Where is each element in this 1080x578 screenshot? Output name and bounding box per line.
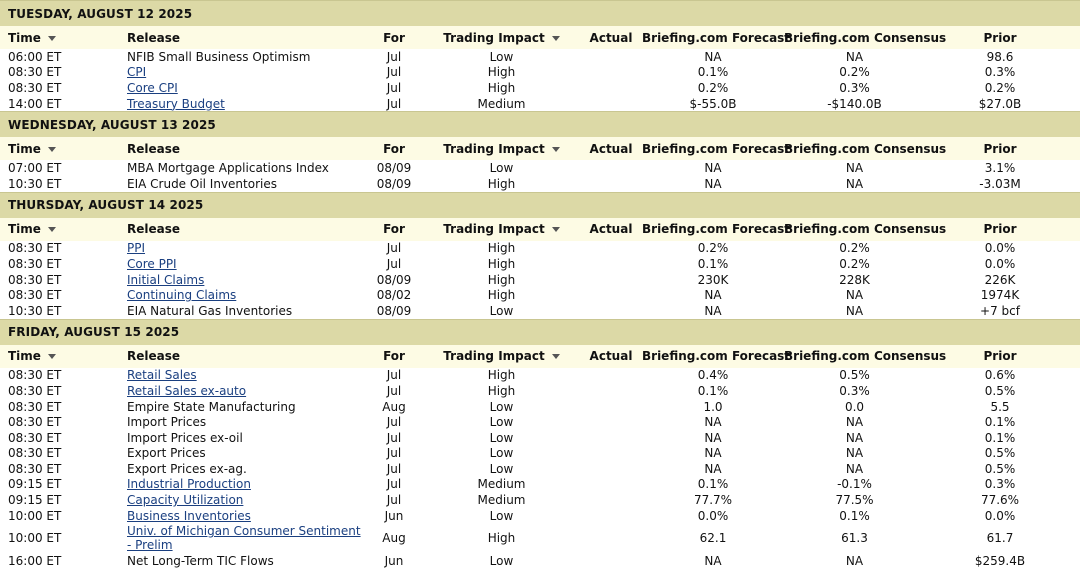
release-column-header: Release [127, 141, 181, 156]
prior-column-header: Prior [983, 141, 1017, 156]
release-name-text: Import Prices [127, 415, 207, 430]
forecast-value: NA [704, 288, 722, 303]
release-name [127, 431, 365, 445]
release-link[interactable]: Capacity Utilization [127, 493, 244, 508]
for-column-header: For [383, 222, 405, 237]
release-period: Jul [386, 430, 402, 445]
consensus-column-header: Briefing.com Consensus [784, 30, 947, 45]
consensus-value: 0.2% [839, 256, 870, 271]
actual-column-header: Actual [589, 222, 633, 237]
prior-value: 0.3% [984, 65, 1016, 80]
prior-value: 0.6% [984, 368, 1016, 383]
release-period: Jul [386, 461, 402, 476]
release-period: Jul [386, 241, 402, 256]
release-period: Jul [386, 415, 402, 430]
trading-impact: Low [489, 303, 514, 318]
day-section [0, 192, 1080, 319]
release-link[interactable]: Retail Sales ex-auto [127, 383, 247, 398]
table-row [0, 383, 1080, 399]
release-name [127, 554, 365, 568]
consensus-value: 0.2% [839, 65, 870, 80]
forecast-value: NA [704, 554, 722, 569]
release-name [127, 65, 365, 79]
forecast-value: 0.4% [697, 368, 729, 383]
release-period: Jul [386, 96, 402, 111]
trading-impact: High [487, 288, 516, 303]
trading-impact: Medium [477, 96, 526, 111]
release-column-header: Release [127, 349, 181, 364]
forecast-column-header: Briefing.com Forecast [642, 222, 791, 237]
consensus-column-header: Briefing.com Consensus [784, 222, 947, 237]
release-period: Jul [386, 446, 402, 461]
release-period: Jun [384, 554, 404, 569]
release-name-text: Empire State Manufacturing [127, 399, 296, 414]
prior-value: 1974K [980, 288, 1020, 303]
forecast-value: 62.1 [699, 531, 727, 546]
release-name-text: EIA Crude Oil Inventories [127, 176, 277, 191]
consensus-value: 0.0 [844, 399, 865, 414]
consensus-value: NA [845, 288, 864, 303]
time-column-header[interactable]: Time [0, 222, 127, 236]
table-row [0, 96, 1080, 112]
table-row [0, 368, 1080, 384]
trading-impact: Low [489, 399, 514, 414]
release-time: 08:30 ET [8, 80, 62, 95]
release-name [127, 509, 365, 523]
actual-column-header: Actual [589, 349, 633, 364]
trading-impact: Low [489, 461, 514, 476]
sort-down-icon[interactable] [48, 354, 56, 359]
forecast-value: NA [704, 446, 722, 461]
release-name-text: NFIB Small Business Optimism [127, 49, 311, 64]
release-period: 08/09 [376, 161, 412, 176]
impact-column-header[interactable]: Trading Impact [423, 142, 580, 156]
filter-dropdown-icon[interactable] [552, 354, 560, 359]
impact-column-header[interactable]: Trading Impact [423, 349, 580, 363]
release-name [127, 257, 365, 271]
impact-column-header[interactable]: Trading Impact [423, 31, 580, 45]
consensus-value: -0.1% [837, 477, 872, 492]
release-rows [0, 241, 1080, 319]
release-name [127, 400, 365, 414]
release-name [127, 288, 365, 302]
table-row [0, 523, 1080, 553]
forecast-value: NA [704, 415, 722, 430]
release-rows [0, 368, 1080, 570]
day-label: FRIDAY, AUGUST 15 2025 [8, 325, 180, 340]
release-period: 08/09 [376, 272, 412, 287]
release-link[interactable]: Treasury Budget [127, 96, 225, 111]
release-time: 08:30 ET [8, 288, 62, 303]
forecast-column-header: Briefing.com Forecast [642, 30, 791, 45]
prior-column-header: Prior [983, 30, 1017, 45]
release-period: Jul [386, 256, 402, 271]
prior-value: +7 bcf [980, 303, 1020, 318]
prior-value: 0.0% [984, 256, 1016, 271]
release-period: Jul [386, 493, 402, 508]
table-row [0, 492, 1080, 508]
column-header-row [0, 26, 1080, 49]
trading-impact: Low [489, 446, 514, 461]
release-name [127, 97, 365, 111]
release-rows [0, 160, 1080, 191]
release-link[interactable]: CPI [127, 65, 147, 80]
forecast-value: 0.1% [697, 383, 729, 398]
table-row [0, 49, 1080, 65]
prior-value: 0.3% [984, 477, 1016, 492]
release-time: 08:30 ET [8, 430, 62, 445]
table-row [0, 477, 1080, 493]
release-name-text: Net Long-Term TIC Flows [127, 554, 274, 569]
prior-value: 5.5 [990, 399, 1010, 414]
consensus-value: NA [845, 554, 864, 569]
time-column-header[interactable]: Time [0, 31, 127, 45]
release-link[interactable]: Continuing Claims [127, 288, 237, 303]
for-column-header: For [383, 141, 405, 156]
prior-value: 0.5% [984, 461, 1016, 476]
trading-impact: Low [489, 508, 514, 523]
trading-impact: Medium [477, 493, 526, 508]
table-row [0, 446, 1080, 462]
release-link[interactable]: Core CPI [127, 80, 178, 95]
table-row [0, 80, 1080, 96]
consensus-value: 0.3% [839, 383, 870, 398]
column-header-row [0, 218, 1080, 241]
forecast-value: 0.0% [697, 508, 729, 523]
release-period: Jun [384, 508, 404, 523]
filter-dropdown-icon[interactable] [552, 36, 560, 41]
forecast-value: 230K [697, 272, 729, 287]
consensus-value: NA [845, 461, 864, 476]
consensus-value: NA [845, 161, 864, 176]
consensus-value: 0.1% [839, 508, 870, 523]
release-period: Aug [382, 399, 406, 414]
sort-down-icon[interactable] [48, 36, 56, 41]
release-time: 16:00 ET [8, 554, 62, 569]
release-time: 07:00 ET [8, 161, 62, 176]
prior-value: 0.1% [984, 415, 1016, 430]
prior-value: 77.6% [980, 493, 1020, 508]
trading-impact: High [487, 256, 516, 271]
release-period: 08/09 [376, 176, 412, 191]
prior-value: -3.03M [979, 176, 1021, 191]
release-name [127, 50, 365, 64]
trading-impact: Low [489, 49, 514, 64]
forecast-value: 0.2% [697, 80, 729, 95]
release-time: 10:30 ET [8, 303, 62, 318]
consensus-value: 0.5% [839, 368, 870, 383]
day-header [0, 111, 1080, 137]
column-header-row [0, 137, 1080, 160]
impact-column-header[interactable]: Trading Impact [423, 222, 580, 236]
release-time: 06:00 ET [8, 49, 62, 64]
day-section [0, 111, 1080, 191]
consensus-value: 228K [839, 272, 870, 287]
release-name-text: Export Prices ex-ag. [127, 461, 247, 476]
forecast-value: 0.1% [697, 477, 729, 492]
table-row [0, 272, 1080, 288]
trading-impact: Low [489, 554, 514, 569]
prior-value: 61.7 [986, 531, 1014, 546]
trading-impact: High [487, 272, 516, 287]
trading-impact: High [487, 383, 516, 398]
trading-impact: Low [489, 161, 514, 176]
release-link[interactable]: Retail Sales [127, 368, 197, 383]
sort-down-icon[interactable] [48, 147, 56, 152]
prior-value: 3.1% [984, 161, 1016, 176]
prior-value: 0.5% [984, 383, 1016, 398]
day-label: THURSDAY, AUGUST 14 2025 [8, 198, 204, 213]
table-row [0, 256, 1080, 272]
table-row [0, 430, 1080, 446]
release-time: 10:00 ET [8, 531, 62, 546]
day-label: WEDNESDAY, AUGUST 13 2025 [8, 117, 216, 132]
forecast-value: 0.1% [697, 65, 729, 80]
forecast-value: NA [704, 430, 722, 445]
release-time: 08:30 ET [8, 399, 62, 414]
release-column-header: Release [127, 222, 181, 237]
release-name [127, 273, 365, 287]
consensus-value: 77.5% [835, 493, 874, 508]
release-column-header: Release [127, 30, 181, 45]
release-period: Jul [386, 383, 402, 398]
trading-impact: High [487, 65, 516, 80]
time-column-header[interactable]: Time [0, 349, 127, 363]
release-link[interactable]: Core PPI [127, 256, 177, 271]
for-column-header: For [383, 30, 405, 45]
release-link[interactable]: Initial Claims [127, 272, 205, 287]
table-row [0, 176, 1080, 192]
release-name [127, 415, 365, 429]
prior-value: 98.6 [986, 49, 1014, 64]
forecast-value: NA [704, 461, 722, 476]
forecast-value: NA [704, 303, 722, 318]
release-time: 10:00 ET [8, 508, 62, 523]
release-name [127, 462, 365, 476]
release-name [127, 177, 365, 191]
release-period: Jul [386, 49, 402, 64]
release-name [127, 384, 365, 398]
prior-value: 0.2% [984, 80, 1016, 95]
release-name [127, 81, 365, 95]
release-period: Jul [386, 80, 402, 95]
release-name-text: EIA Natural Gas Inventories [127, 303, 293, 318]
consensus-value: 0.3% [839, 80, 870, 95]
release-link[interactable]: PPI [127, 241, 146, 256]
release-link[interactable]: Business Inventories [127, 508, 251, 523]
forecast-value: 77.7% [693, 493, 733, 508]
release-time: 08:30 ET [8, 415, 62, 430]
trading-impact: Low [489, 415, 514, 430]
prior-column-header: Prior [983, 222, 1017, 237]
table-row [0, 461, 1080, 477]
trading-impact: High [487, 80, 516, 95]
release-time: 08:30 ET [8, 383, 62, 398]
table-row [0, 160, 1080, 176]
sort-down-icon[interactable] [48, 227, 56, 232]
table-row [0, 287, 1080, 303]
consensus-value: NA [845, 49, 864, 64]
prior-value: 0.0% [984, 241, 1016, 256]
release-time: 08:30 ET [8, 241, 62, 256]
forecast-value: $-55.0B [689, 96, 737, 111]
release-time: 09:15 ET [8, 477, 62, 492]
release-name [127, 304, 365, 318]
day-header [0, 0, 1080, 26]
forecast-value: 1.0 [703, 399, 723, 414]
consensus-value: -$140.0B [827, 96, 882, 111]
table-row [0, 508, 1080, 524]
table-row [0, 303, 1080, 319]
consensus-value: 0.2% [839, 241, 870, 256]
release-period: Jul [386, 65, 402, 80]
prior-value: 0.0% [984, 508, 1016, 523]
prior-value: 0.5% [984, 446, 1016, 461]
release-period: Aug [382, 531, 406, 546]
release-name-text: Import Prices ex-oil [127, 430, 243, 445]
release-name [127, 161, 365, 175]
column-header-row [0, 345, 1080, 368]
actual-column-header: Actual [589, 30, 633, 45]
release-time: 10:30 ET [8, 176, 62, 191]
release-name [127, 368, 365, 382]
release-period: Jul [386, 477, 402, 492]
forecast-value: NA [704, 49, 722, 64]
forecast-value: NA [704, 161, 722, 176]
table-row [0, 65, 1080, 81]
release-time: 08:30 ET [8, 256, 62, 271]
consensus-value: NA [845, 303, 864, 318]
consensus-value: NA [845, 430, 864, 445]
release-link[interactable]: Industrial Production [127, 477, 251, 492]
forecast-value: 0.2% [697, 241, 729, 256]
release-time: 08:30 ET [8, 446, 62, 461]
day-header [0, 319, 1080, 345]
prior-value: $27.0B [978, 96, 1022, 111]
prior-value: 226K [984, 272, 1016, 287]
release-period: 08/02 [376, 288, 412, 303]
table-row [0, 241, 1080, 257]
consensus-value: NA [845, 176, 864, 191]
day-header [0, 192, 1080, 218]
release-name-text: Export Prices [127, 446, 206, 461]
release-period: 08/09 [376, 303, 412, 318]
day-section [0, 319, 1080, 570]
day-section [0, 0, 1080, 111]
forecast-value: NA [704, 176, 722, 191]
trading-impact: High [487, 368, 516, 383]
consensus-value: NA [845, 446, 864, 461]
release-period: Jul [386, 368, 402, 383]
forecast-column-header: Briefing.com Forecast [642, 349, 791, 364]
release-name [127, 493, 365, 507]
release-time: 08:30 ET [8, 461, 62, 476]
release-link[interactable]: Univ. of Michigan Consumer Sentiment - Prelim [127, 524, 361, 553]
release-name [127, 241, 365, 255]
filter-dropdown-icon[interactable] [552, 227, 560, 232]
release-name [127, 446, 365, 460]
release-time: 09:15 ET [8, 493, 62, 508]
trading-impact: High [487, 176, 516, 191]
prior-column-header: Prior [983, 349, 1017, 364]
consensus-value: NA [845, 415, 864, 430]
release-name [127, 477, 365, 491]
release-name-text: MBA Mortgage Applications Index [127, 161, 329, 176]
forecast-value: 0.1% [697, 256, 729, 271]
release-rows [0, 49, 1080, 111]
trading-impact: High [487, 241, 516, 256]
filter-dropdown-icon[interactable] [552, 147, 560, 152]
table-row [0, 414, 1080, 430]
for-column-header: For [383, 349, 405, 364]
prior-value: $259.4B [974, 554, 1026, 569]
trading-impact: Medium [477, 477, 526, 492]
day-label: TUESDAY, AUGUST 12 2025 [8, 6, 193, 21]
forecast-column-header: Briefing.com Forecast [642, 141, 791, 156]
release-time: 08:30 ET [8, 65, 62, 80]
release-time: 14:00 ET [8, 96, 62, 111]
trading-impact: Low [489, 430, 514, 445]
consensus-column-header: Briefing.com Consensus [784, 141, 947, 156]
release-time: 08:30 ET [8, 368, 62, 383]
consensus-value: 61.3 [841, 531, 868, 546]
trading-impact: High [487, 531, 516, 546]
table-row [0, 553, 1080, 569]
consensus-column-header: Briefing.com Consensus [784, 349, 947, 364]
actual-column-header: Actual [589, 141, 633, 156]
prior-value: 0.1% [984, 430, 1016, 445]
release-name [127, 524, 365, 552]
time-column-header[interactable]: Time [0, 142, 127, 156]
release-time: 08:30 ET [8, 272, 62, 287]
table-row [0, 399, 1080, 415]
